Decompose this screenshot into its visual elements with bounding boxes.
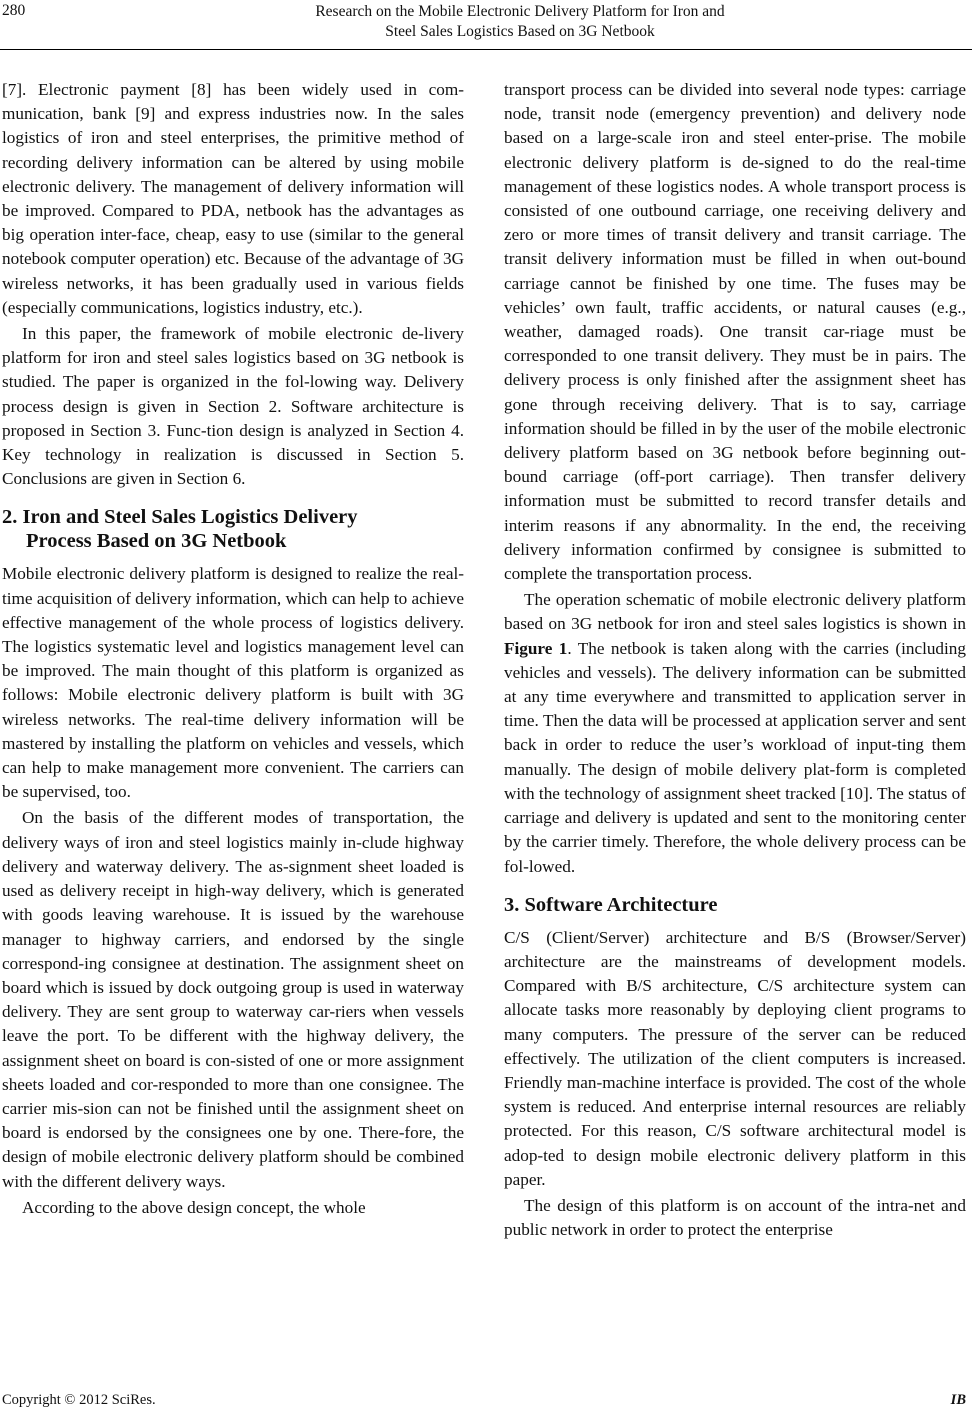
running-title [240,2,800,42]
paragraph: According to the above design concept, the whole [22,1197,366,1217]
header-rule [0,49,972,50]
running-title-line-2: Steel Sales Logistics Based on 3G Netbook [385,23,655,40]
left-column [2,78,464,1220]
figure-reference[interactable]: Figure 1 [504,638,568,658]
section-heading-line: 2. Iron and Steel Sales Logistics Delivery [2,506,358,529]
page-header [0,2,972,52]
text-run: . The netbook is taken along with the carries (including vehicles and vessels). The delivery information can be submitted at any time everywhere and transmitted to application server in time. Then the data will be processed at application server and sent back in order to reduce the user’s workload of input-ting them manually. The design of mobile delivery plat-form is completed with the technology of assignment sheet tracked [10]. The status of carriage and delivery is updated and sent to the monitoring center by the carrier timely. Therefore, the whole delivery process can be fol-lowed. [504,638,966,876]
journal-abbreviation: IB [950,1392,966,1408]
section-heading-line: Process Based on 3G Netbook [26,530,287,553]
text-run: The operation schematic of mobile electronic delivery platform based on 3G netbook for iron and steel sales logistics is shown in [504,590,966,634]
paragraph: The design of this platform is on account of the intra-net and public network in order to protect the enterprise [504,1195,966,1240]
section-heading-2 [2,505,464,553]
paragraph: On the basis of the different modes of transportation, the delivery ways of iron and steel logistics mainly in-clude highway delivery and waterway delivery. The as-signment sheet loaded is used as delivery receipt in high-way delivery, which is generated with goods leaving warehouse. It is issued by the warehouse manager to highway carriers, and endorsed by the single correspond-ing consignee at destination. The assignment sheet on board which is issued by dock outgoing group is used in waterway delivery. They are sent group to waterway car-riers when vessels leave the port. To be different with the highway delivery, the assignment sheet on board is con-sisted of one or more assignment sheets loaded and cor-responded to more than one consignee. The carrier mis-sion can not be finished until the assignment sheet on board is endorsed by the consignees one by one. There-fore, the design of mobile electronic delivery platform should be combined with the different delivery ways. [2,808,464,1191]
paragraph [504,588,966,878]
paragraph: transport process can be divided into several node types: carriage node, transit node (emergency prevention) and delivery node based on a large-scale iron and steel enter-prise. The mobile electronic delivery platform is de-signed to do the real-time management of these logistics nodes. A whole transport process is consisted of one outbound carriage, one receiving delivery and zero or more times of transit delivery and transit carriage. The transit delivery information must be filled in when out-bound carriage cannot be finished by one time. The fuses may be vehicles’ own fault, traffic accidents, or natural causes (e.g., weather, damaged roads). One transit car-riage must be corresponded to one transit delivery. They must be in pairs. The delivery process is only finished after the assignment sheet has gone through receiving delivery. That is to say, carriage information should be filled in by the user of the mobile electronic delivery platform based on 3G netbook before beginning out-bound carriage (off-port carriage). Then transfer delivery information must be submitted to record transfer details and interim reasons if any abnormality. In the end, the receiving delivery information confirmed by consignee is submitted to complete the transportation process. [504,80,966,584]
right-column [504,78,966,1242]
copyright: Copyright © 2012 SciRes. [2,1392,156,1408]
running-title-line-1: Research on the Mobile Electronic Delivery Platform for Iron and [315,3,725,20]
paragraph: C/S (Client/Server) architecture and B/S (Browser/Server) architecture are the mainstreams of development models. Compared with B/S architecture, C/S architecture system can allocate tasks more reasonably by deploying client programs to many computers. The pressure of the server can be reduced effectively. The utilization of the client computers is increased. Friendly man-machine interface is provided. The cost of the whole system is reduced. And enterprise internal resources are reliably protected. For this reason, C/S software architectural model is adop-ted to design mobile electronic delivery platform in this paper. [504,927,966,1189]
page-number: 280 [2,2,26,19]
paragraph: [7]. Electronic payment [8] has been widely used in com-munication, bank [9] and express industries now. In the sales logistics of iron and steel enterprises, the primitive method of recording delivery information can be altered by using mobile electronic delivery. The management of delivery information will be improved. Compared to PDA, netbook has the advantages as big operation inter-face, cheap, easy to use (similar to the general notebook computer operation) etc. Because of the advantage of 3G wireless networks, it has been gradually used in various fields (especially communications, logistics industry, etc.). [2,80,464,317]
paragraph: Mobile electronic delivery platform is designed to realize the real-time acquisition of delivery information, which can help to achieve effective management of the whole process of logistics delivery. The logistics systematic level and logistics management level can be improved. The main thought of this platform is organized as follows: Mobile electronic delivery platform is built with 3G wireless networks. The real-time delivery information will be mastered by installing the platform on vehicles and vessels, which can help to make management more convenient. The carriers can be supervised, too. [2,564,465,802]
section-heading-3: 3. Software Architecture [504,893,718,916]
paragraph: In this paper, the framework of mobile electronic de-livery platform for iron and steel sales logistics based on 3G netbook is studied. The paper is organized in the fol-lowing way. Delivery process design is given in Section 2. Software architecture is proposed in Section 3. Func-tion design is analyzed in Section 4. Key technology in realization is discussed in Section 5. Conclusions are given in Section 6. [2,324,464,489]
